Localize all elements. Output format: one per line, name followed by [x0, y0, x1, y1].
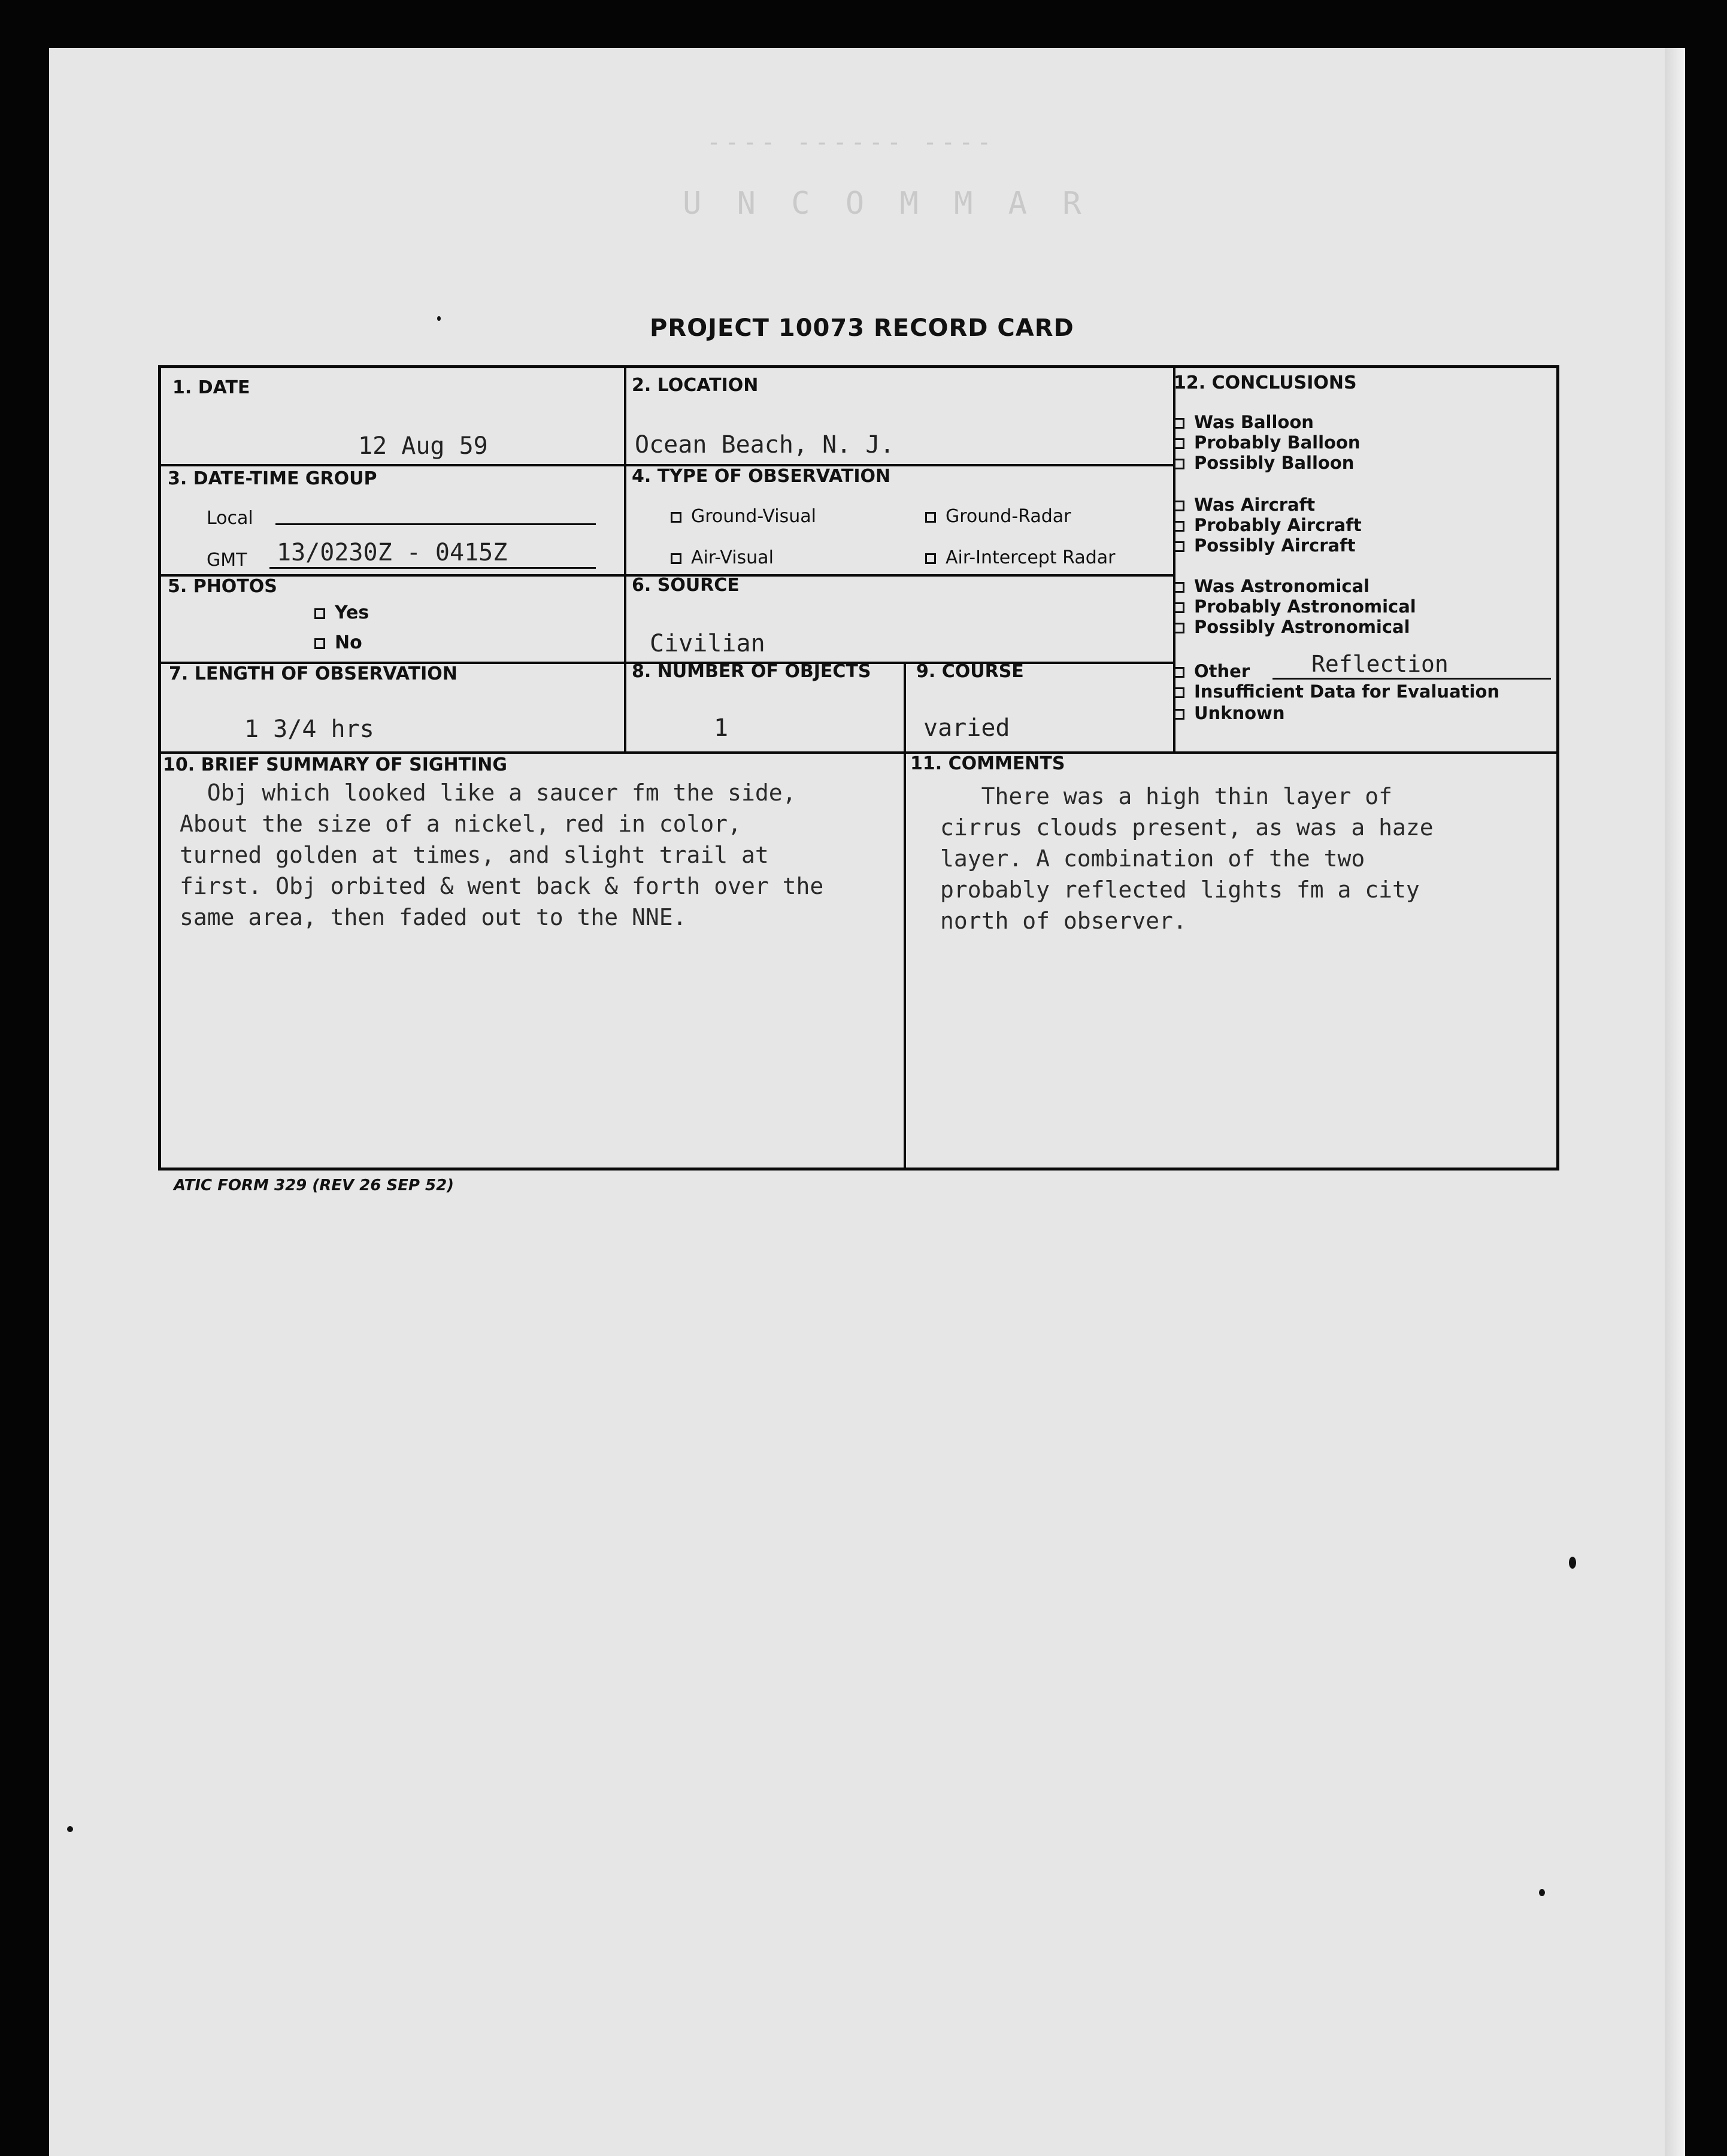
local-underline [275, 523, 596, 525]
conclusion-item: Possibly Astronomical [1174, 617, 1410, 637]
num-objects-value: 1 [714, 714, 729, 742]
datetime-group-label: 3. DATE-TIME GROUP [168, 468, 377, 489]
conclusion-item: Probably Aircraft [1174, 515, 1362, 535]
local-label: Local [207, 508, 253, 529]
conclusion-item: Was Balloon [1174, 412, 1314, 432]
conclusion-insufficient: Insufficient Data for Evaluation [1174, 681, 1499, 702]
source-value: Civilian [650, 630, 765, 657]
photos-yes: Yes [314, 602, 369, 623]
conclusion-item: Possibly Balloon [1174, 453, 1354, 473]
other-underline [1272, 678, 1551, 680]
date-label: 1. DATE [172, 377, 250, 398]
photos-no: No [314, 632, 362, 653]
conclusion-unknown: Unknown [1174, 703, 1285, 723]
speck [1569, 1557, 1576, 1569]
comments-label: 11. COMMENTS [910, 753, 1065, 774]
course-label: 9. COURSE [916, 661, 1024, 682]
bleed-through-text: ---- ------ ---- [707, 129, 995, 156]
photos-label: 5. PHOTOS [168, 576, 277, 597]
comments-text: There was a high thin layer of cirrus clouds present, as was a haze layer. A combination of the two probably reflected lights fm a city north of observer. [940, 783, 1434, 934]
bleed-through-text: U N C O M M A R [683, 186, 1090, 222]
course-value: varied [923, 714, 1010, 742]
conclusion-item: Probably Astronomical [1174, 596, 1416, 617]
card-title: PROJECT 10073 RECORD CARD [650, 314, 1074, 342]
summary-label: 10. BRIEF SUMMARY OF SIGHTING [163, 754, 507, 775]
source-label: 6. SOURCE [632, 575, 740, 596]
location-label: 2. LOCATION [632, 375, 759, 396]
length-label: 7. LENGTH OF OBSERVATION [169, 663, 457, 684]
conclusion-other-value: Reflection [1311, 651, 1449, 677]
gmt-underline [269, 567, 596, 569]
gmt-value: 13/0230Z - 0415Z [277, 539, 508, 566]
option-air-intercept-radar: Air-Intercept Radar [925, 547, 1115, 568]
gmt-label: GMT [207, 550, 247, 571]
conclusion-other: Other [1174, 661, 1250, 681]
option-ground-radar: Ground-Radar [925, 506, 1071, 527]
location-value: Ocean Beach, N. J. [635, 431, 895, 459]
num-objects-label: 8. NUMBER OF OBJECTS [632, 661, 871, 682]
speck [67, 1826, 73, 1832]
speck [437, 316, 441, 321]
conclusions-label: 12. CONCLUSIONS [1174, 372, 1357, 393]
sheet-edge [1665, 48, 1685, 2156]
form-footer: ATIC FORM 329 (REV 26 SEP 52) [174, 1176, 455, 1194]
date-value: 12 Aug 59 [358, 432, 488, 460]
observation-type-label: 4. TYPE OF OBSERVATION [632, 466, 891, 487]
length-value: 1 3/4 hrs [244, 715, 374, 743]
summary-text: Obj which looked like a saucer fm the side, About the size of a nickel, red in color, turned golden at times, and slight trail at first. Obj orbited & went back & forth over the same area, then faded out to the NNE. [180, 780, 824, 930]
option-air-visual: Air-Visual [671, 547, 774, 568]
conclusion-item: Was Aircraft [1174, 495, 1315, 515]
speck [1539, 1889, 1545, 1896]
option-ground-visual: Ground-Visual [671, 506, 816, 527]
conclusion-item: Was Astronomical [1174, 576, 1370, 596]
conclusion-item: Possibly Aircraft [1174, 535, 1356, 556]
conclusion-item: Probably Balloon [1174, 432, 1361, 453]
